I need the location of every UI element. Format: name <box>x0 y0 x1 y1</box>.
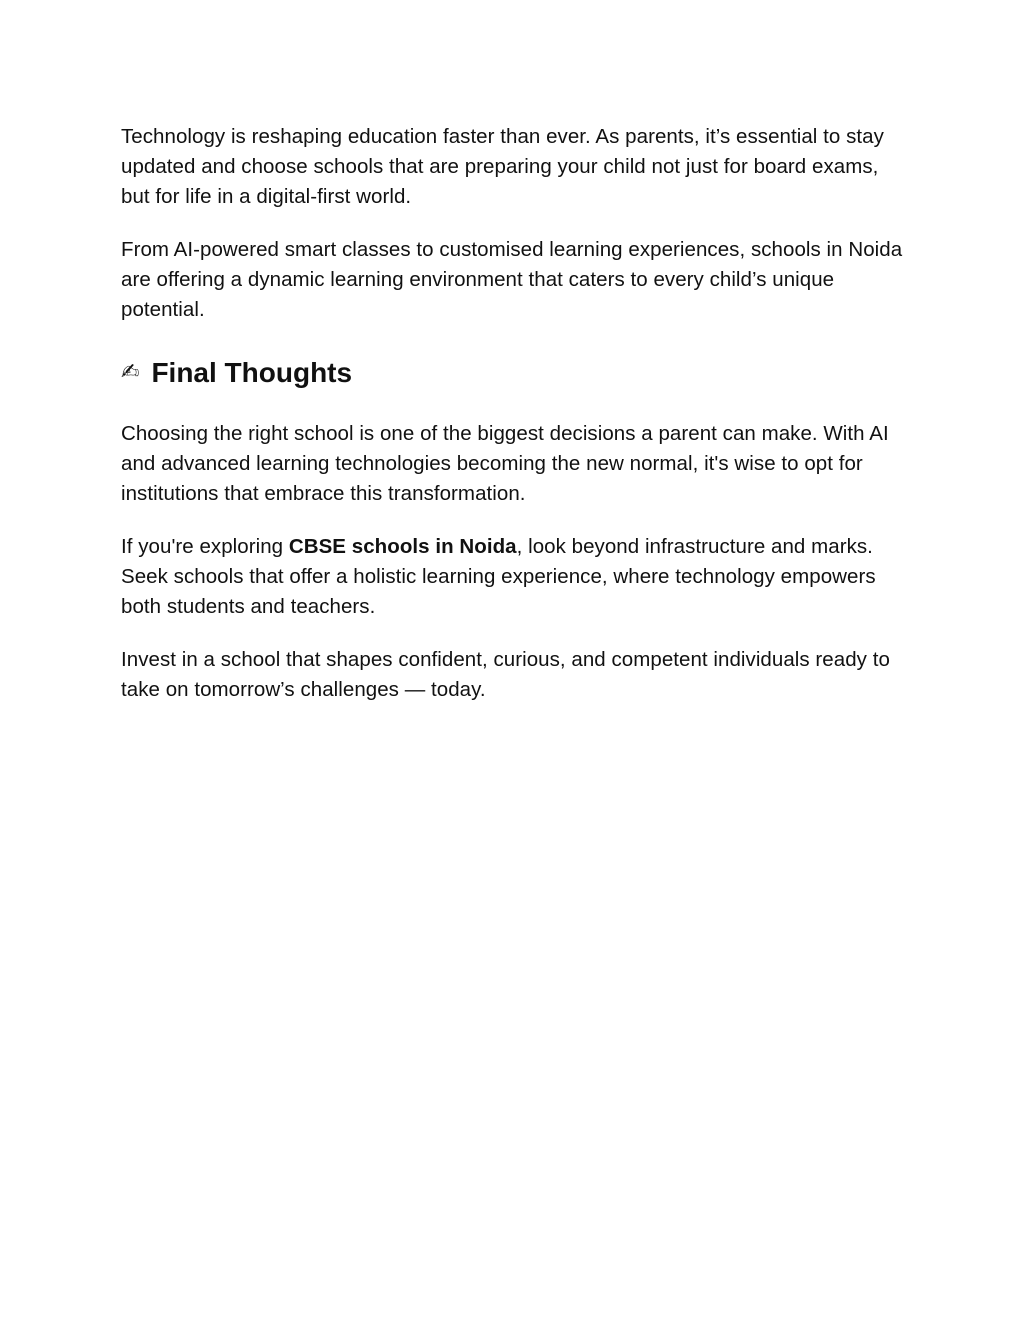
final-paragraph-1: Choosing the right school is one of the biggest decisions a parent can make. With AI and advanced learning technologies becoming the new normal, it's wise to opt for institutions that embrace this transformation. <box>121 422 889 505</box>
intro-paragraph-2: From AI-powered smart classes to customised learning experiences, schools in Noida are offering a dynamic learning environment that caters to every child’s unique potential. <box>121 238 903 321</box>
writing-hand-icon: ✍ <box>121 360 140 385</box>
document-body <box>121 122 911 728</box>
section-title: Final Thoughts <box>151 357 353 388</box>
intro-paragraph-1: Technology is reshaping education faster than ever. As parents, it’s essential to stay updated and choose schools that are preparing your child not just for board exams, but for life in a digital-first world. <box>121 125 884 208</box>
section-heading <box>121 353 911 393</box>
final-paragraph-3: Invest in a school that shapes confident, curious, and competent individuals ready to take on tomorrow’s challenges — today. <box>121 648 890 701</box>
final-paragraph-2-prefix: If you're exploring <box>121 535 289 558</box>
final-paragraph-2 <box>121 532 911 622</box>
cbse-schools-keyword: CBSE schools in Noida <box>288 535 517 558</box>
final-paragraph-2-suffix: , look beyond infrastructure and marks. Seek schools that offer a holistic learning experience, where technology empowers both students and teachers. <box>121 535 876 618</box>
